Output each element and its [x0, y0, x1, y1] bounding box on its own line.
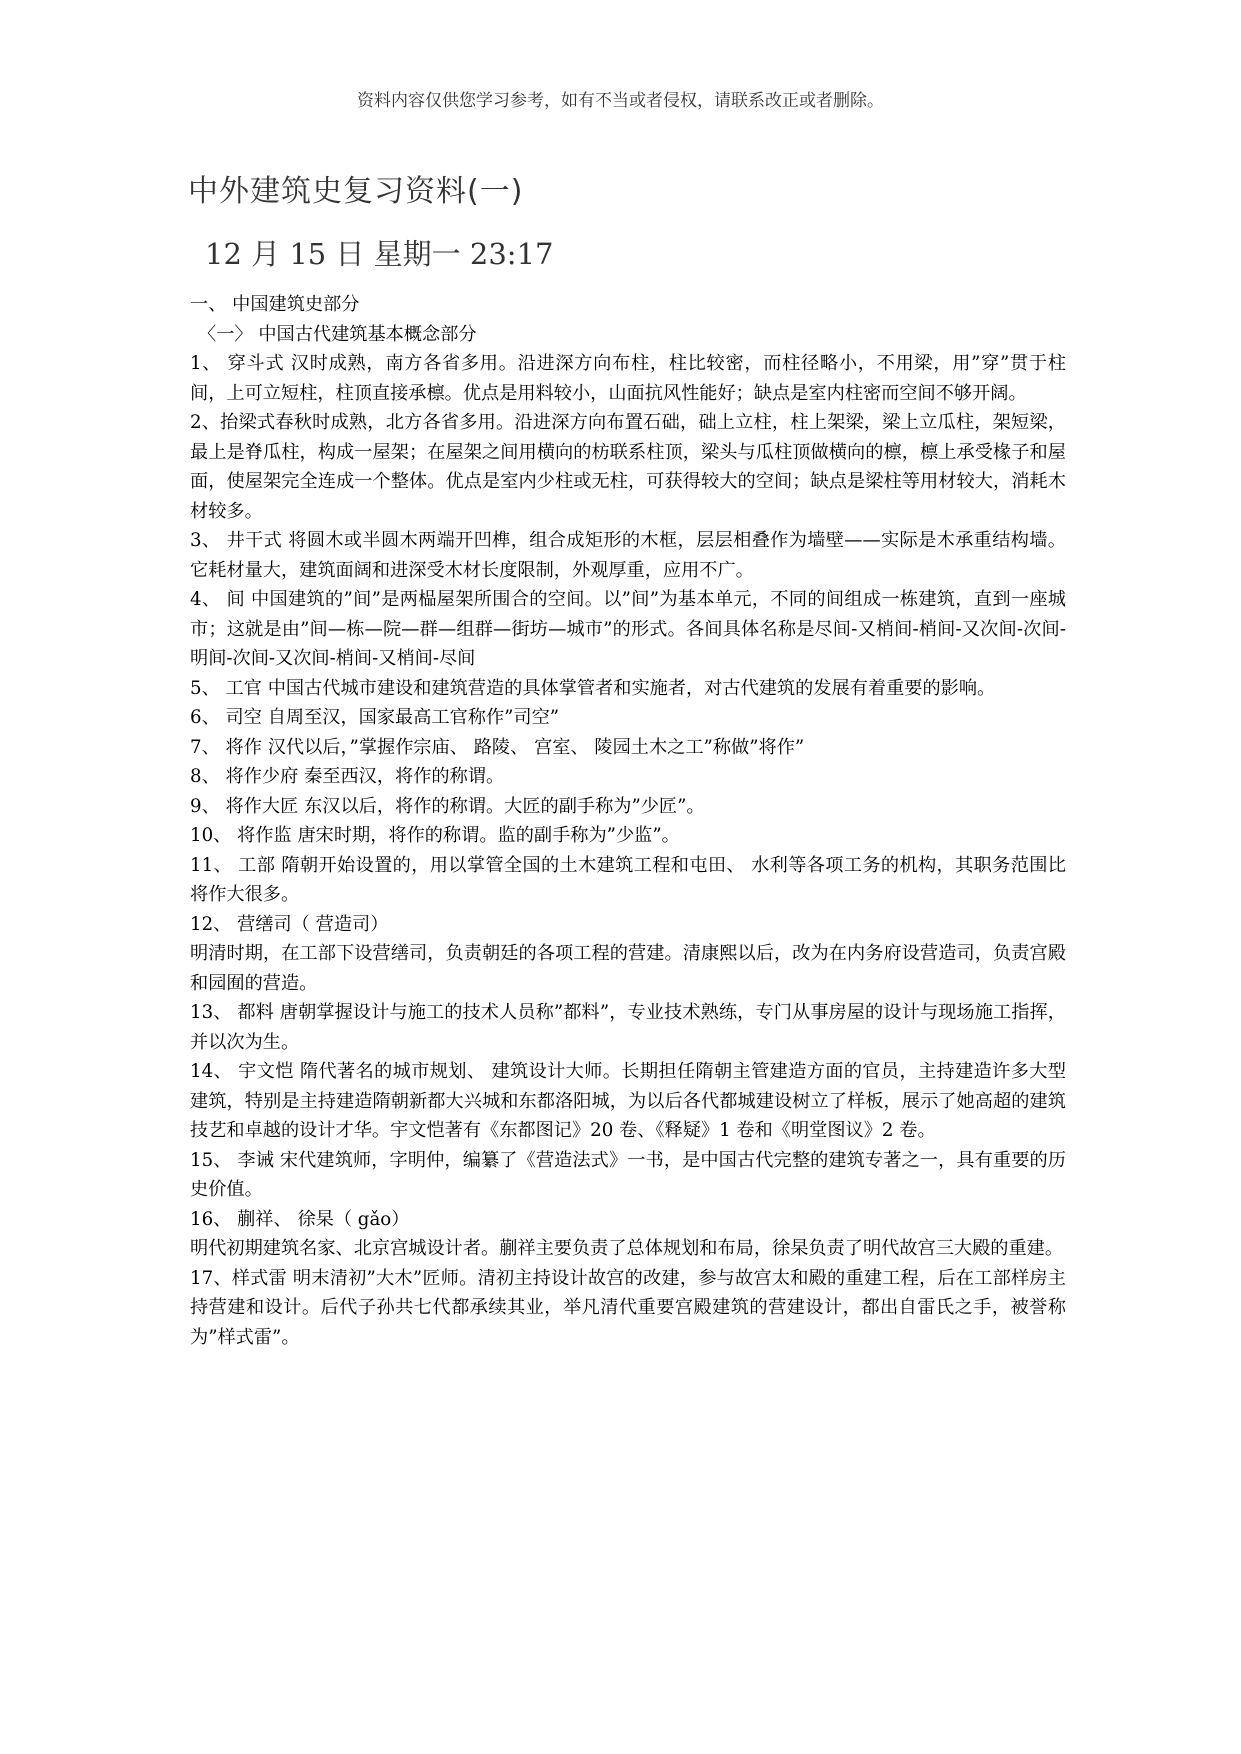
subsection-heading: 〈一〉 中国古代建筑基本概念部分	[198, 323, 477, 345]
paragraph-item: 10、 将作监 唐宋时期，将作的称谓。监的副手称为”少监”。	[190, 825, 680, 846]
page-title: 中外建筑史复习资料(一)	[188, 174, 524, 209]
document-body	[190, 290, 1066, 1352]
paragraph-item: 1、 穿斗式 汉时成熟，南方各省多用。沿进深方向布柱，柱比较密，而柱径略小，不用梁，用”穿”贯于柱间，上可立短柱，柱顶直接承檩。优点是用料较小，山面抗风性能好；缺点是室内柱密而空间不够开阔。	[190, 353, 1066, 404]
paragraph-item: 17、样式雷 明末清初”大木”匠师。清初主持设计故宫的改建，参与故宫太和殿的重建工程，后在工部样房主持营建和设计。后代子孙共七代都承续其业，举凡清代重要宫殿建筑的营建设计，都出自雷氏之手，被誉称为”样式雷”。	[190, 1267, 1066, 1348]
paragraph-item: 15、 李诫 宋代建筑师，字明仲，编纂了《营造法式》一书，是中国古代完整的建筑专著之一，具有重要的历史价值。	[190, 1149, 1066, 1200]
paragraph-item: 6、 司空 自周至汉，国家最高工官称作”司空”	[190, 707, 560, 728]
watermark-notice: 资料内容仅供您学习参考，如有不当或者侵权，请联系改正或者删除。	[357, 91, 884, 111]
paragraph-item: 明代初期建筑名家、北京宫城设计者。蒯祥主要负责了总体规划和布局，徐杲负责了明代故宫三大殿的重建。	[190, 1238, 1064, 1259]
paragraph-item: 7、 将作 汉代以后，”掌握作宗庙、 路陵、 宫室、 陵园土木之工”称做”将作”	[190, 736, 805, 758]
section-heading: 一、 中国建筑史部分	[190, 294, 360, 315]
paragraph-item: 9、 将作大匠 东汉以后，将作的称谓。大匠的副手称为”少匠”。	[190, 795, 705, 817]
paragraph-item: 明清时期，在工部下设营缮司，负责朝廷的各项工程的营建。清康熙以后，改为在内务府设营造司，负责宫殿和园囿的营造。	[190, 943, 1066, 994]
paragraph-item: 3、 井干式 将圆木或半圆木两端开凹榫，组合成矩形的木框，层层相叠作为墙壁——实际是木承重结构墙。它耗材量大，建筑面阔和进深受木材长度限制，外观厚重，应用不广。	[190, 530, 1066, 581]
paragraph-item: 4、 间 中国建筑的”间”是两榀屋架所围合的空间。以”间”为基本单元，不同的间组成一栋建筑，直到一座城市；这就是由”间—栋—院—群—组群—街坊—城市”的形式。各间具体名称是尽间-又梢间-梢间-又次间-次间-明间-次间-又次间-梢间-又梢间-尽间	[190, 589, 1066, 669]
paragraph-item: 5、 工官 中国古代城市建设和建筑营造的具体掌管者和实施者，对古代建筑的发展有着重要的影响。	[190, 677, 996, 699]
paragraph-item: 16、 蒯祥、 徐杲（ gǎo）	[190, 1208, 410, 1230]
paragraph-item: 13、 都料 唐朝掌握设计与施工的技术人员称”都料”，专业技术熟练，专门从事房屋的设计与现场施工指挥，并以次为生。	[190, 1002, 1066, 1053]
paragraph-item: 11、 工部 隋朝开始设置的，用以掌管全国的土木建筑工程和屯田、 水利等各项工务的机构，其职务范围比将作大很多。	[190, 854, 1066, 905]
paragraph-item: 2、抬梁式春秋时成熟，北方各省多用。沿进深方向布置石础，础上立柱，柱上架梁，梁上立瓜柱，架短梁，最上是脊瓜柱，构成一屋架；在屋架之间用横向的枋联系柱顶，梁头与瓜柱顶做横向的檩，檩上承受椽子和屋面，使屋架完全连成一个整体。优点是室内少柱或无柱，可获得较大的空间；缺点是梁柱等用材较大，消耗木材较多。	[190, 412, 1066, 522]
paragraph-item: 8、 将作少府 秦至西汉，将作的称谓。	[190, 766, 505, 787]
paragraph-item: 12、 营缮司（ 营造司）	[190, 913, 389, 935]
date-time-stamp: 12 月 15 日 星期一 23:17	[205, 237, 554, 271]
paragraph-item: 14、 宇文恺 隋代著名的城市规划、 建筑设计大师。长期担任隋朝主管建造方面的官员，主持建造许多大型建筑，特别是主持建造隋朝新都大兴城和东都洛阳城，为以后各代都城建设树立了样板，展示了她高超的建筑技艺和卓越的设计才华。宇文恺著有《东都图记》20 卷、《释疑》1 卷和《明堂图议》2 卷。	[190, 1061, 1066, 1141]
